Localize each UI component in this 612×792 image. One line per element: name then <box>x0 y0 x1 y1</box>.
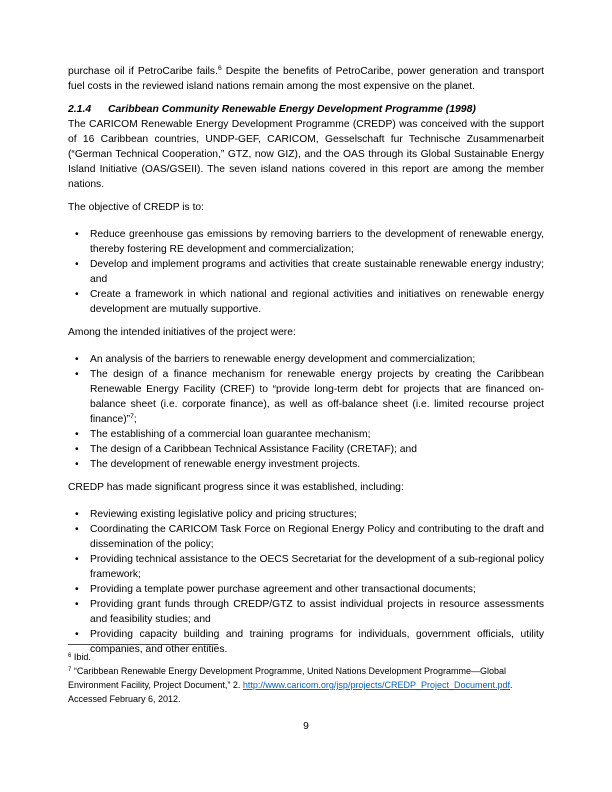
list-item-text: Providing technical assistance to the OECS Secretariat for the development of a sub-regional policy framework; <box>90 554 544 580</box>
footnote-7-marker: 7 <box>68 667 72 673</box>
list-item <box>68 227 544 257</box>
bullet-icon: • <box>75 599 79 610</box>
bullet-icon: • <box>75 554 79 565</box>
bullet-icon: • <box>75 429 79 440</box>
list-item <box>68 457 544 472</box>
list-item-text: Coordinating the CARICOM Task Force on Regional Energy Policy and contributing to the draft and dissemination of the policy; <box>90 524 544 550</box>
bullet-icon: • <box>75 369 79 380</box>
list-item-text: Create a framework in which national and regional activities and initiatives on renewable energy development are mutually supportive. <box>90 289 544 315</box>
list-item-text: The design of a Caribbean Technical Assistance Facility (CRETAF); and <box>90 444 417 455</box>
list-item-text: Providing grant funds through CREDP/GTZ to assist individual projects in resource assessments and feasibility studies; and <box>90 599 544 625</box>
list-item <box>68 552 544 582</box>
footnote-7 <box>68 664 544 706</box>
bullet-icon: • <box>75 524 79 535</box>
footnote-6-text: Ibid. <box>71 652 91 662</box>
list-item-text: Reduce greenhouse gas emissions by removing barriers to the development of renewable energy, thereby fostering RE development and commercialization; <box>90 229 544 255</box>
bullet-icon: • <box>75 459 79 470</box>
section-heading <box>68 102 544 117</box>
bullet-icon: • <box>75 444 79 455</box>
paragraph-petrocaribe <box>68 64 544 94</box>
list-item <box>68 597 544 627</box>
list-item <box>68 507 544 522</box>
footnote-area <box>68 644 544 706</box>
list-item-text: Reviewing existing legislative policy and pricing structures; <box>90 509 357 520</box>
list-item-text: The establishing of a commercial loan guarantee mechanism; <box>90 429 371 440</box>
list-item-text: The development of renewable energy investment projects. <box>90 459 361 470</box>
paragraph-initiatives-lead: Among the intended initiatives of the project were: <box>68 327 296 338</box>
progress-list <box>68 507 544 657</box>
footnote-separator <box>68 644 218 645</box>
list-item-text: Providing capacity building and training programs for individuals, government officials, utility companies, and other entities. <box>90 629 544 655</box>
footnote-ref-7: 7 <box>130 413 134 420</box>
list-item <box>68 287 544 317</box>
section-heading-title: Caribbean Community Renewable Energy Development Programme (1998) <box>108 104 476 115</box>
section-heading-number: 2.1.4 <box>68 104 92 115</box>
paragraph-progress-lead: CREDP has made significant progress since it was established, including: <box>68 482 404 493</box>
list-item-text: Develop and implement programs and activities that create sustainable renewable energy industry; and <box>90 259 544 285</box>
bullet-icon: • <box>75 229 79 240</box>
paragraph-credp-intro: The CARICOM Renewable Energy Development Programme (CREDP) was conceived with the support of 16 Caribbean countries, UNDP-GEF, CARICOM, Gesselschaft fur Technische Zusammenarbeit (“German Technical Cooperation,” GTZ, now GIZ), and the OAS through its Global Sustainable Energy Island Initiative (OAS/GSEII). The seven island nations covered in this report are among the member nations. <box>68 119 544 190</box>
list-item-text: Providing a template power purchase agreement and other transactional documents; <box>90 584 476 595</box>
paragraph-objective-lead: The objective of CREDP is to: <box>68 202 205 213</box>
footnote-link[interactable]: http://www.caricom.org/jsp/projects/CREDP_Project_Document.pdf <box>242 680 511 690</box>
list-item <box>68 522 544 552</box>
footnote-6 <box>68 650 544 664</box>
list-item <box>68 442 544 457</box>
list-item <box>68 352 544 367</box>
bullet-icon: • <box>75 584 79 595</box>
list-item-text: An analysis of the barriers to renewable energy development and commercialization; <box>90 354 476 365</box>
paragraph-petrocaribe-text: purchase oil if PetroCaribe fails. <box>68 66 218 77</box>
bullet-icon: • <box>75 354 79 365</box>
initiatives-list <box>68 352 544 472</box>
objective-list <box>68 227 544 317</box>
list-item <box>68 582 544 597</box>
bullet-icon: • <box>75 259 79 270</box>
page-number: 9 <box>303 721 309 732</box>
list-item-text-cont: ; <box>133 414 137 425</box>
paragraph-petrocaribe-text-cont: Despite the benefits of PetroCaribe, power generation and transport fuel costs in the reviewed island nations remain among the most expensive on the planet. <box>68 66 544 92</box>
list-item <box>68 257 544 287</box>
bullet-icon: • <box>75 509 79 520</box>
footnote-7-text: “Caribbean Renewable Energy Development Programme, United Nations Development Programme—Global Environment Facility, Project Document,” 2. <box>68 666 507 690</box>
bullet-icon: • <box>75 629 79 640</box>
list-item <box>68 427 544 442</box>
bullet-icon: • <box>75 289 79 300</box>
list-item <box>68 367 544 427</box>
footnote-6-marker: 6 <box>68 653 72 659</box>
list-item-text: The design of a finance mechanism for renewable energy projects by creating the Caribbean Renewable Energy Facility (CREF) to “provide long-term debt for projects that are financed on-balance sheet (i.e. corporate finance), as well as off-balance sheet (i.e. limited recourse project finance)” <box>90 369 544 425</box>
footnote-7-text-cont: . Accessed February 6, 2012. <box>68 680 513 704</box>
footnote-ref-6: 6 <box>217 65 222 72</box>
